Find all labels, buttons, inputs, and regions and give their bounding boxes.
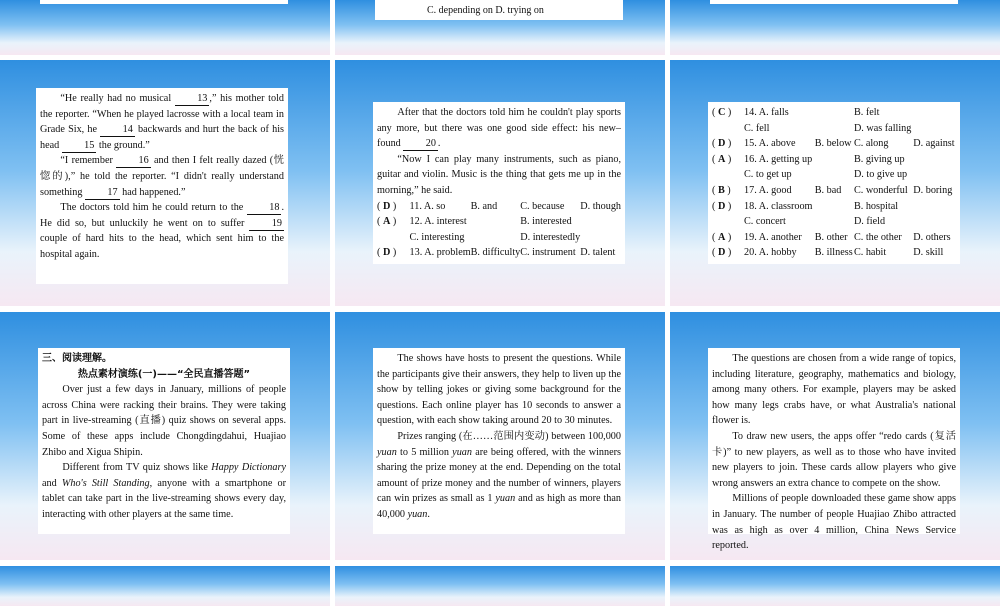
section-title: 三、阅读理解。 — [42, 353, 112, 364]
option-cell: C. habit — [853, 247, 887, 259]
option-row — [712, 136, 956, 152]
answer-cell — [377, 245, 410, 261]
option-cell: B. interested — [520, 216, 572, 228]
paragraph: The questions are chosen from a wide range of topics, including literature, geography, mathematics and biology, among many others. For example, players may be asked how many legs crabs have, or what Australia's national flower is. — [712, 353, 956, 427]
option-cell — [815, 121, 854, 137]
option-cell: D. against — [913, 138, 955, 150]
option-row — [377, 230, 621, 246]
passage-card — [36, 88, 288, 284]
blank-19: 19 — [249, 217, 284, 231]
option-cell: B. hospital — [853, 200, 899, 212]
option-cell: C. because — [520, 200, 565, 212]
slide-reading-part2[interactable] — [335, 312, 665, 560]
option-cell: B. other — [814, 231, 848, 243]
options-card — [708, 102, 960, 264]
option-cell: 19. A. another — [744, 231, 802, 243]
text-fragment — [375, 0, 623, 20]
option-cell: C. concert — [744, 216, 786, 228]
answer-cell — [712, 167, 744, 183]
passage-subtitle: 热点素材演练(一)——“全民直播答题” — [77, 368, 251, 380]
option-cell: 17. A. good — [744, 184, 792, 196]
option-cell: 16. A. getting up — [744, 153, 813, 165]
option-cell — [815, 214, 854, 230]
option-cell: 11. A. so — [409, 200, 446, 212]
option-cell: D. field — [853, 216, 886, 228]
answer-letter: D — [382, 200, 391, 212]
option-line: C. depending on D. trying on — [427, 5, 544, 16]
option-cell — [913, 152, 956, 168]
option-cell: B. felt — [853, 107, 880, 118]
answer-cell — [712, 121, 744, 137]
blank-13: 13 — [175, 92, 210, 106]
option-cell — [913, 105, 956, 121]
option-cell: 18. A. classroom — [744, 200, 813, 212]
option-cell: 20. A. hobby — [744, 247, 797, 259]
option-cell: 12. A. interest — [409, 216, 467, 228]
blank-18: 18 — [247, 201, 282, 215]
slide-top-middle[interactable] — [335, 0, 665, 55]
answer-letter: A — [382, 216, 391, 228]
paragraph: Over just a few days in January, millions of people across China were racking their brains. They were taking part in live-streaming (直播) quiz shows on several apps. Some of these apps include Chongdingdahui, Huajiao Zhibo and Xigua Shipin. — [42, 384, 286, 458]
answer-cell: ( D ) — [712, 200, 732, 212]
option-cell: C. wonderful — [853, 184, 908, 196]
answer-cell: ( B ) — [712, 184, 731, 196]
option-row — [712, 121, 956, 137]
option-row — [712, 167, 956, 183]
paragraph: To draw new users, the apps offer “redo cards (复活卡)” to new players, as well as to those who have invited new players to join. These cards allow players who give wrong answers an extra chance to compete on the show. — [712, 430, 956, 489]
answer-letter: D — [717, 138, 726, 150]
option-cell — [913, 199, 956, 215]
answer-cell: ( A ) — [712, 231, 732, 243]
slide-bottom-left[interactable] — [0, 566, 330, 606]
slide-passage-questions[interactable] — [335, 60, 665, 306]
slide-top-left[interactable] — [0, 0, 330, 55]
option-cell — [815, 105, 854, 121]
options-table — [377, 199, 621, 261]
option-cell — [913, 121, 956, 137]
option-cell: 13. A. problem — [409, 247, 471, 259]
answer-letter: A — [717, 231, 726, 243]
paragraph: The doctors told him he could return to the 18 . He did so, but unluckily he went on to suffer 19 couple of hard hits to the head, which sent him to the hospital again. — [40, 202, 284, 260]
answer-cell: ( C ) — [712, 107, 732, 118]
answer-cell — [377, 230, 410, 246]
answer-cell: ( A ) — [712, 153, 732, 165]
paragraph: Prizes ranging (在……范围内变动) between 100,000 yuan to 5 million yuan are being offered, with the winners sharing the prize money at the end. Depending on the total amount of prize money and the number of winners, players can win prizes as small as 1 yuan and as high as more than 40,000 yuan. — [377, 430, 621, 520]
option-cell: C. instrument — [520, 247, 576, 259]
paragraph: After that the doctors told him he couldn't play sports any more, but there was one good side effect: his new–found 20 . — [377, 107, 621, 150]
option-cell: D. interestedly — [520, 231, 581, 243]
slide-bottom-right[interactable] — [670, 566, 1000, 606]
paragraph: Different from TV quiz shows like Happy Dictionary and Who's Still Standing, anyone with a smartphone or tablet can take part in the live-streaming shows every day, interacting with other players at the same time. — [42, 462, 286, 520]
text-fragment — [40, 0, 288, 4]
option-row — [712, 199, 956, 215]
option-cell: C. along — [853, 138, 889, 150]
answer-bracket: ( D ) — [377, 200, 397, 212]
option-row — [377, 199, 621, 215]
option-cell: D. though — [580, 200, 621, 212]
option-cell — [913, 167, 956, 183]
answer-letter: A — [717, 153, 726, 165]
options-table — [712, 105, 956, 261]
blank-16: 16 — [116, 154, 151, 168]
option-cell: D. talent — [580, 247, 616, 259]
slide-reading-part3[interactable] — [670, 312, 1000, 560]
option-row — [377, 245, 621, 261]
answer-letter: D — [717, 247, 726, 259]
blank-17: 17 — [85, 186, 120, 200]
option-row — [712, 245, 956, 261]
option-cell — [580, 214, 621, 230]
option-cell: C. to get up — [744, 169, 792, 181]
option-cell: D. to give up — [853, 169, 908, 181]
text-fragment — [710, 0, 958, 4]
slide-answer-options[interactable] — [670, 60, 1000, 306]
option-cell: C. interesting — [409, 231, 465, 243]
slide-passage-part[interactable] — [0, 60, 330, 306]
passage-card — [373, 102, 625, 264]
option-cell: B. difficulty — [470, 247, 521, 259]
option-cell: B. and — [470, 200, 498, 212]
reading-card — [373, 348, 625, 534]
answer-bracket: ( A ) — [377, 216, 397, 228]
blank-20: 20 — [403, 137, 438, 151]
option-cell: B. giving up — [853, 153, 905, 165]
paragraph: The shows have hosts to present the questions. While the participants give their answers, they help to liven up the show by telling jokes or giving some background for the questions. Each online player has 10 seconds to answer a question, with each show taking around 20 to 30 minutes. — [377, 353, 621, 427]
blank-15: 15 — [62, 139, 97, 153]
option-cell — [815, 199, 854, 215]
option-cell: B. bad — [814, 184, 842, 196]
option-cell — [471, 214, 521, 230]
option-row — [712, 230, 956, 246]
answer-bracket: ( D ) — [377, 247, 397, 259]
option-cell: D. boring — [913, 184, 953, 196]
slide-reading-intro[interactable] — [0, 312, 330, 560]
option-row — [712, 105, 956, 121]
option-row — [712, 152, 956, 168]
option-cell: 15. A. above — [744, 138, 796, 150]
option-cell: D. was falling — [853, 122, 912, 134]
option-cell — [815, 152, 854, 168]
option-cell — [815, 167, 854, 183]
option-cell: C. the other — [853, 231, 902, 243]
answer-cell: ( D ) — [712, 138, 732, 150]
reading-card — [38, 348, 290, 534]
option-cell — [913, 214, 956, 230]
option-row — [712, 183, 956, 199]
option-cell — [471, 230, 521, 246]
option-cell: B. below — [814, 138, 852, 150]
blank-14: 14 — [100, 123, 135, 137]
option-cell: D. others — [913, 231, 951, 243]
answer-cell — [377, 199, 410, 215]
answer-letter: D — [717, 200, 726, 212]
answer-cell — [377, 214, 410, 230]
answer-letter: B — [717, 184, 725, 196]
paragraph: Millions of people downloaded these game show apps in January. The number of people Huajiao Zhibo attracted was as high as over 4 million, China News Service reported. — [712, 493, 956, 552]
answer-letter: C — [717, 107, 726, 118]
paragraph: “He really had no musical 13 ,” his mother told the reporter. “When he played lacrosse with a local team in Grade Six, he 14 backwards and hurt the back of his head 15 the ground.” — [40, 93, 285, 151]
reading-card — [708, 348, 960, 552]
paragraph: “I remember 16 and then I felt really dazed (恍惚的),” he told the reporter. “I didn't really understand something 17 had happened.” — [40, 155, 284, 198]
option-cell — [580, 230, 621, 246]
option-cell: 14. A. falls — [744, 107, 789, 118]
option-cell: C. fell — [744, 122, 770, 134]
answer-cell — [712, 214, 744, 230]
option-row — [377, 214, 621, 230]
slide-bottom-middle[interactable] — [335, 566, 665, 606]
option-row — [712, 214, 956, 230]
paragraph: “Now I can play many instruments, such as piano, guitar and violin. Music is the thing that gets me up in the morning,” he said. — [377, 153, 621, 196]
slide-top-right[interactable] — [670, 0, 1000, 55]
option-cell: B. illness — [814, 247, 853, 259]
answer-letter: D — [382, 247, 391, 259]
answer-cell: ( D ) — [712, 247, 732, 259]
option-cell: D. skill — [913, 247, 944, 259]
